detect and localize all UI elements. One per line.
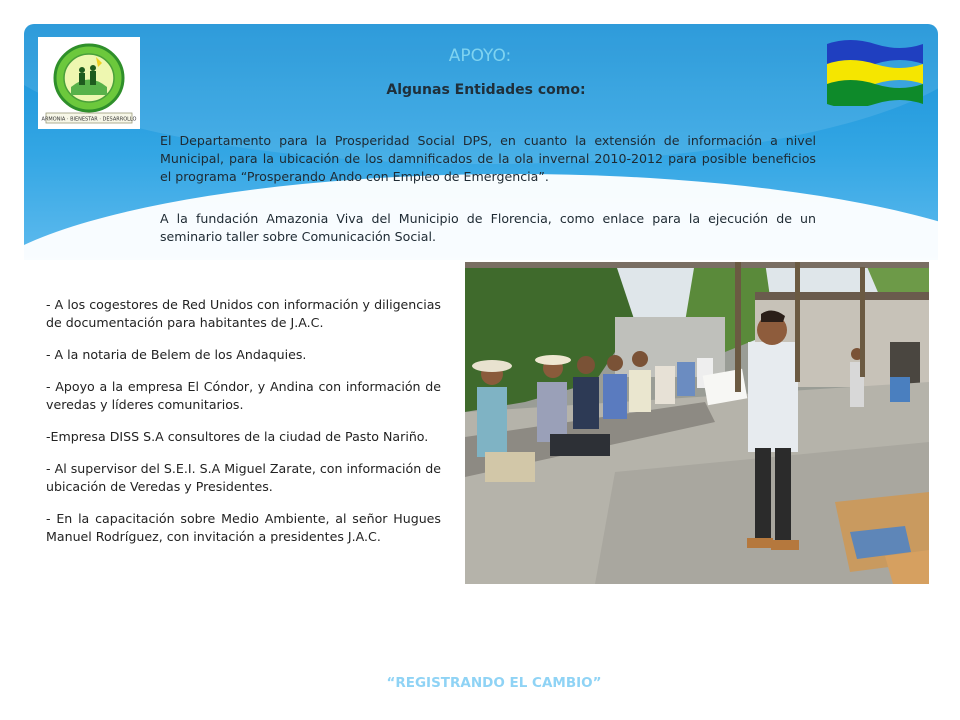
list-item: - En la capacitación sobre Medio Ambiente, al señor Hugues Manuel Rodríguez, con invitación a presidentes J.A.C. [46, 511, 441, 544]
list-item: - Apoyo a la empresa El Cóndor, y Andina con información de veredas y líderes comunitarios. [46, 379, 441, 412]
support-list [46, 296, 441, 560]
list-item: - A los cogestores de Red Unidos con información y diligencias de documentación para habitantes de J.A.C. [46, 297, 441, 330]
meeting-photo [465, 262, 929, 584]
list-item: -Empresa DISS S.A consultores de la ciudad de Pasto Nariño. [46, 429, 429, 444]
logo-caption: ARMONIA · BIENESTAR · DESARROLLO [41, 116, 137, 123]
list-item: - A la notaria de Belem de los Andaquies. [46, 347, 307, 362]
list-item: - Al supervisor del S.E.I. S.A Miguel Zarate, con información de ubicación de Veredas y Presidentes. [46, 461, 441, 494]
footer-slogan: “REGISTRANDO EL CAMBIO” [386, 675, 602, 691]
intro-paragraph-dps: El Departamento para la Prosperidad Social DPS, en cuanto la extensión de información a nivel Municipal, para la ubicación de los damnificados de la ola invernal 2010-2012 para posible beneficios el programa “Prosperando Ando con Empleo de Emergencia”. [160, 133, 816, 184]
intro-paragraph-amazonia: A la fundación Amazonia Viva del Municipio de Florencia, como enlace para la ejecución de un seminario taller sobre Comunicación Social. [160, 211, 816, 244]
page-title: APOYO: [448, 46, 512, 66]
page-subtitle: Algunas Entidades como: [386, 82, 586, 98]
